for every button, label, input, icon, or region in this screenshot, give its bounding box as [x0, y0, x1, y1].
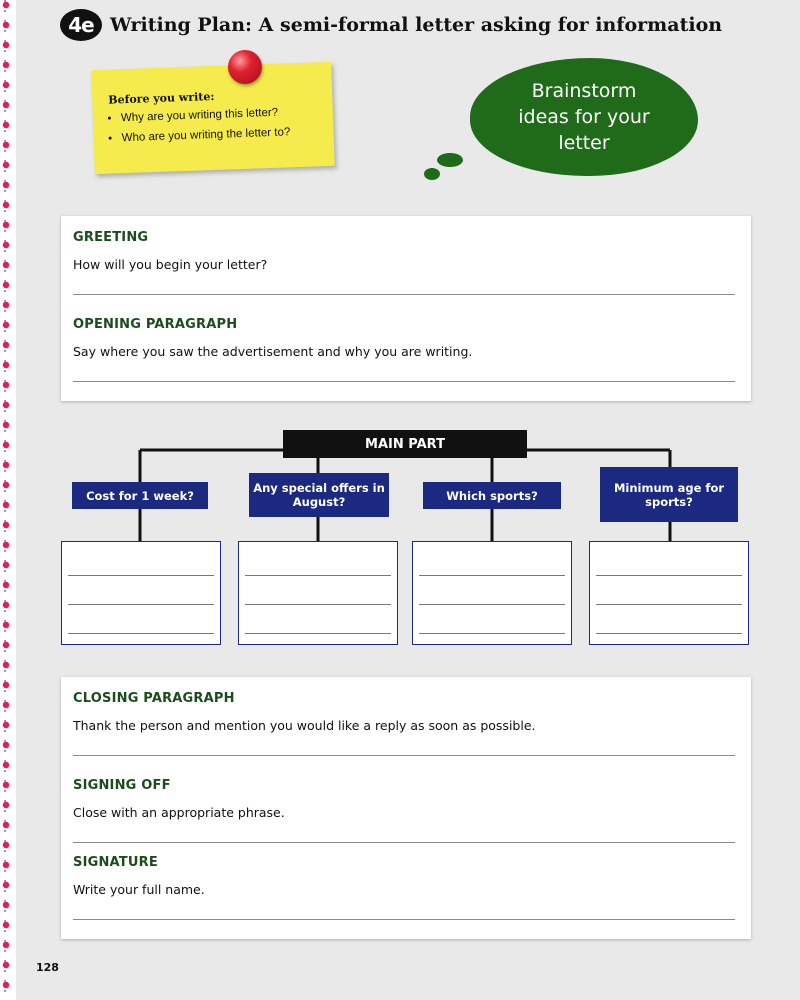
section-heading: GREETING: [73, 230, 149, 245]
answer-line: [419, 604, 565, 605]
answer-box-sports[interactable]: [412, 541, 572, 645]
main-part-label: MAIN PART: [283, 430, 527, 458]
thought-bubble-dot: [424, 168, 440, 180]
thought-bubble-dot: [437, 153, 463, 167]
answer-box-age[interactable]: [589, 541, 749, 645]
opening-section: [61, 295, 751, 382]
answer-line: [68, 633, 214, 634]
greeting-section: [61, 216, 751, 295]
section-heading: OPENING PARAGRAPH: [73, 317, 238, 332]
page-header: [60, 8, 722, 42]
signature-section: [61, 843, 751, 920]
answer-line: [245, 575, 391, 576]
answer-line: [596, 575, 742, 576]
answer-line: [68, 575, 214, 576]
note-item: • Who are you writing the letter to?: [121, 125, 333, 144]
note-heading: Before you write:: [108, 89, 215, 107]
section-prompt: Say where you saw the advertisement and why you are writing.: [73, 344, 473, 359]
section-heading: SIGNING OFF: [73, 778, 171, 793]
intro-card: [61, 216, 751, 401]
page-title: Writing Plan: A semi-formal letter asking for information: [110, 14, 723, 36]
unit-badge: 4e: [60, 9, 102, 41]
note-list: [109, 105, 334, 145]
section-prompt: How will you begin your letter?: [73, 257, 268, 272]
question-box-cost: Cost for 1 week?: [72, 482, 208, 509]
answer-box-offers[interactable]: [238, 541, 398, 645]
closing-card: [61, 677, 751, 939]
answer-line: [596, 604, 742, 605]
section-prompt: Thank the person and mention you would like a reply as soon as possible.: [73, 718, 536, 733]
answer-line: [245, 633, 391, 634]
section-prompt: Write your full name.: [73, 882, 205, 897]
section-heading: SIGNATURE: [73, 855, 158, 870]
section-prompt: Close with an appropriate phrase.: [73, 805, 285, 820]
answer-line[interactable]: [73, 381, 735, 382]
sticky-note: [91, 62, 334, 174]
answer-box-cost[interactable]: [61, 541, 221, 645]
answer-line: [419, 633, 565, 634]
signing-off-section: [61, 756, 751, 843]
closing-section: [61, 677, 751, 756]
question-box-offers: Any special offers in August?: [249, 473, 389, 517]
answer-line: [419, 575, 565, 576]
brainstorm-cloud: Brainstorm ideas for your letter: [470, 58, 698, 176]
answer-line: [596, 633, 742, 634]
question-box-sports: Which sports?: [423, 482, 561, 509]
section-heading: CLOSING PARAGRAPH: [73, 691, 235, 706]
answer-line: [68, 604, 214, 605]
note-item: • Why are you writing this letter?: [121, 105, 333, 124]
spiral-binding: [0, 0, 16, 1000]
page-number: 128: [36, 961, 59, 974]
answer-line: [245, 604, 391, 605]
push-pin-icon: [228, 50, 262, 84]
question-box-age: Minimum age for sports?: [600, 467, 738, 522]
answer-line[interactable]: [73, 919, 735, 920]
